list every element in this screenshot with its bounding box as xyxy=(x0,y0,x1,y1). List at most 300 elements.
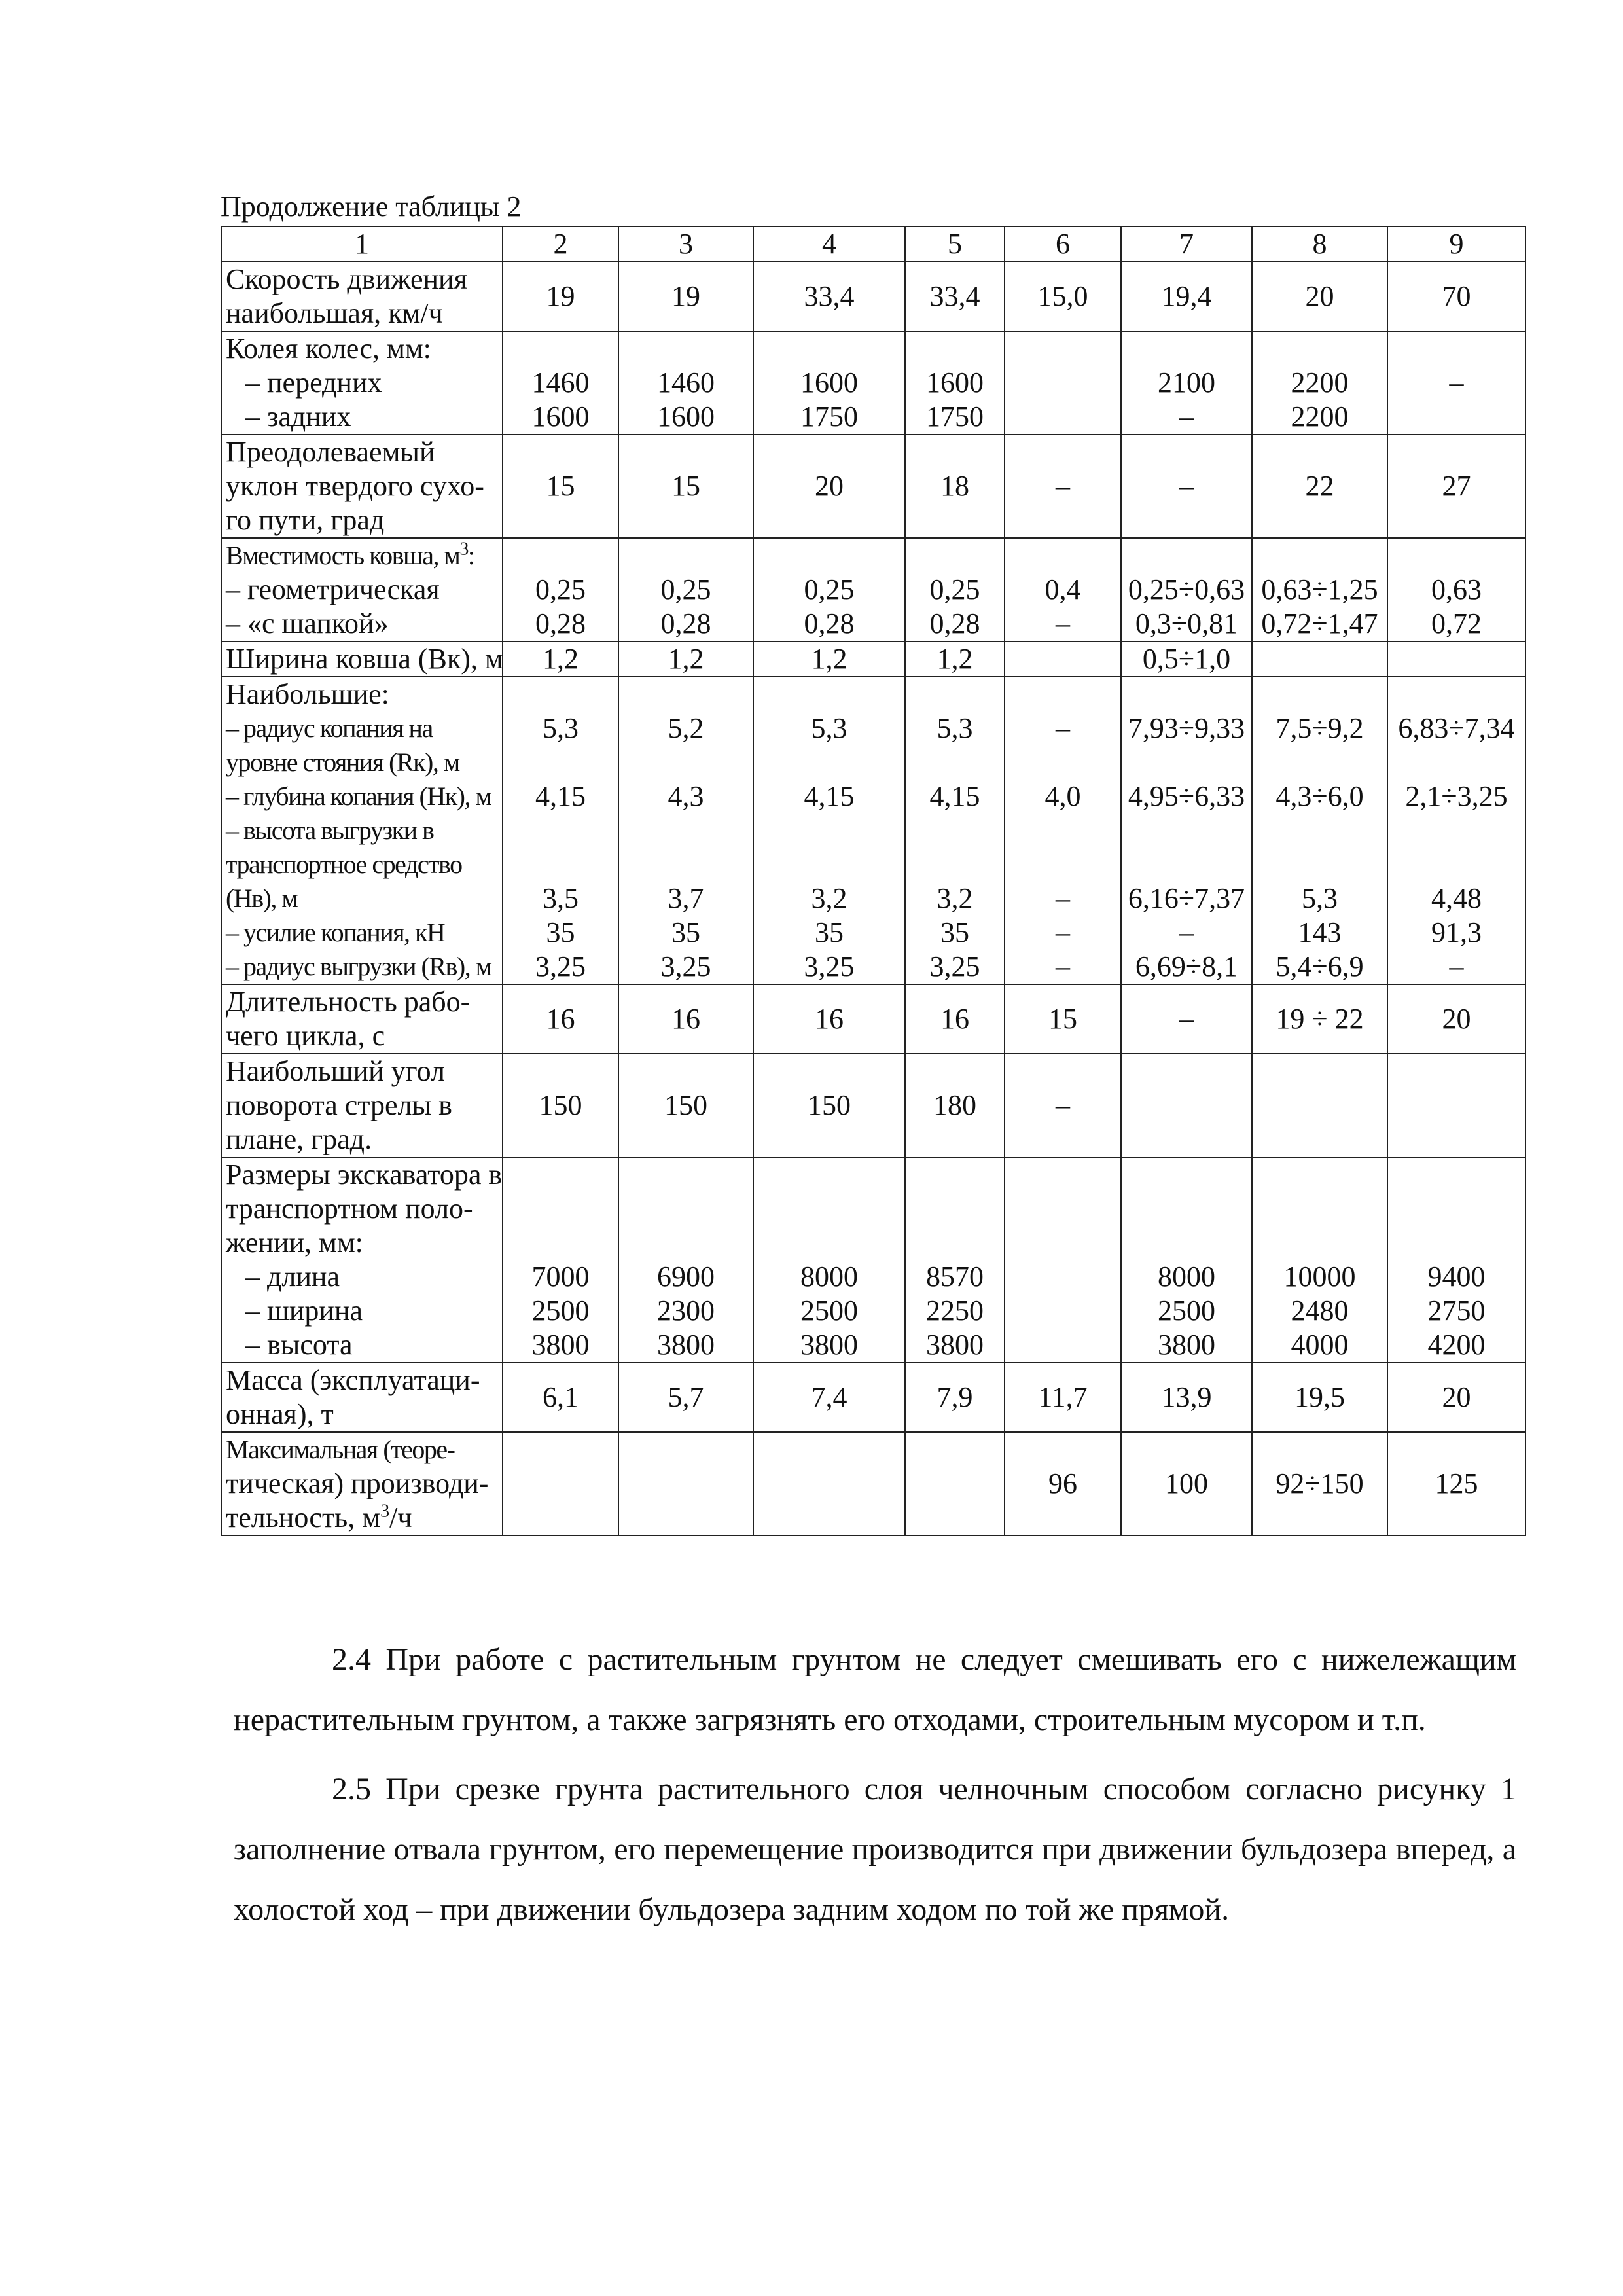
value-cell xyxy=(618,262,753,331)
cell-value: 2200 xyxy=(1291,367,1349,399)
param-tail: /ч xyxy=(389,1501,412,1534)
cell-value: 3800 xyxy=(531,1329,590,1361)
cell-value: 6,69÷8,1 xyxy=(1135,950,1238,982)
param-text: жении, мм: xyxy=(226,1227,363,1259)
value-cell xyxy=(1387,538,1525,641)
value-cell xyxy=(1387,1363,1525,1432)
value-cell xyxy=(905,538,1005,641)
cell-value xyxy=(754,332,904,366)
value-cell xyxy=(1387,1157,1525,1363)
cell-value xyxy=(1253,332,1387,366)
cell-value: 150 xyxy=(664,1089,707,1121)
cell-value: 7,4 xyxy=(811,1381,847,1413)
value-cell xyxy=(753,984,905,1054)
table-row xyxy=(221,1054,1525,1157)
param-cell xyxy=(221,984,503,1054)
cell-value: 5,4÷6,9 xyxy=(1275,950,1364,982)
header-cell: 3 xyxy=(618,226,753,262)
value-cell xyxy=(1121,641,1252,677)
header-cell: 7 xyxy=(1121,226,1252,262)
value-cell xyxy=(753,641,905,677)
cell-value: 4,95÷6,33 xyxy=(1128,780,1245,812)
cell-value: 7000 xyxy=(531,1261,590,1293)
cell-value: 1750 xyxy=(926,401,984,433)
param-line xyxy=(226,366,502,400)
cell-value: 10000 xyxy=(1283,1261,1356,1293)
cell-value: 180 xyxy=(933,1089,976,1121)
cell-value: 0,5÷1,0 xyxy=(1142,643,1231,675)
cell-value xyxy=(1388,677,1525,711)
value-cell xyxy=(1387,1054,1525,1157)
cell-value: 3800 xyxy=(926,1329,984,1361)
cell-value xyxy=(503,1158,618,1192)
cell-value: 5,3 xyxy=(936,712,973,744)
cell-value: 18 xyxy=(940,470,969,502)
header-cell: 2 xyxy=(503,226,618,262)
cell-value: 4,48 xyxy=(1431,882,1482,914)
param-line xyxy=(226,296,502,331)
cell-value xyxy=(906,332,1004,366)
cell-value: – xyxy=(1179,401,1194,433)
value-cell xyxy=(753,1157,905,1363)
param-text: тическая) производи- xyxy=(226,1467,489,1499)
cell-value: 27 xyxy=(1442,470,1471,502)
cell-value xyxy=(754,539,904,573)
param-text: поворота стрелы в xyxy=(226,1089,452,1121)
cell-value: – xyxy=(1449,367,1464,399)
cell-value: 20 xyxy=(1442,1381,1471,1413)
cell-value: 0,28 xyxy=(660,607,711,639)
param-text: го пути, град xyxy=(226,504,385,536)
value-cell xyxy=(905,1363,1005,1432)
cell-value: 15 xyxy=(671,470,700,502)
cell-value xyxy=(1122,332,1251,366)
cell-value xyxy=(1122,848,1251,882)
cell-value: – xyxy=(1056,607,1070,639)
value-cell xyxy=(503,984,618,1054)
cell-value: 2500 xyxy=(800,1295,858,1327)
cell-value: 8000 xyxy=(800,1261,858,1293)
cell-value xyxy=(1388,745,1525,780)
param-text: транспортное средство xyxy=(226,850,462,879)
cell-value xyxy=(906,677,1004,711)
excavator-specs-table xyxy=(221,226,1526,1536)
value-cell xyxy=(1387,641,1525,677)
param-line xyxy=(226,539,502,573)
value-cell xyxy=(753,262,905,331)
cell-value: – xyxy=(1056,950,1070,982)
cell-value: 1,2 xyxy=(936,643,973,675)
param-line xyxy=(226,1054,502,1088)
value-cell xyxy=(618,677,753,984)
param-cell xyxy=(221,262,503,331)
param-line xyxy=(226,882,502,916)
param-line xyxy=(226,950,502,984)
cell-value: 16 xyxy=(671,1003,700,1035)
table-row xyxy=(221,984,1525,1054)
cell-value: 7,5÷9,2 xyxy=(1275,712,1364,744)
cell-value: 4000 xyxy=(1291,1329,1349,1361)
table-row xyxy=(221,435,1525,538)
param-line xyxy=(226,1192,502,1226)
value-cell xyxy=(753,1054,905,1157)
param-text: – передних xyxy=(245,367,382,399)
body-text xyxy=(234,1630,1516,1940)
param-cell xyxy=(221,641,503,677)
param-line xyxy=(226,780,502,814)
cell-value: 150 xyxy=(539,1089,582,1121)
param-line xyxy=(226,1433,502,1467)
cell-value: 1460 xyxy=(657,367,715,399)
param-text: – ширина xyxy=(245,1295,363,1327)
cell-value: 33,4 xyxy=(804,280,855,312)
cell-value: 3,2 xyxy=(811,882,847,914)
value-cell xyxy=(1121,538,1252,641)
cell-value xyxy=(1005,1226,1120,1260)
value-cell xyxy=(1387,1432,1525,1535)
cell-value xyxy=(1388,1192,1525,1226)
cell-value xyxy=(1005,745,1120,780)
cell-value: 16 xyxy=(815,1003,844,1035)
cell-value: 7,9 xyxy=(936,1381,973,1413)
param-text: – высота xyxy=(245,1329,353,1361)
value-cell xyxy=(905,262,1005,331)
cell-value: 16 xyxy=(940,1003,969,1035)
cell-value: 1,2 xyxy=(811,643,847,675)
cell-value: 22 xyxy=(1305,470,1334,502)
cell-value: 0,4 xyxy=(1044,573,1081,605)
cell-value: 3,25 xyxy=(929,950,980,982)
cell-value xyxy=(1388,400,1525,434)
param-line xyxy=(226,642,502,676)
cell-value: 9400 xyxy=(1427,1261,1486,1293)
cell-value xyxy=(1122,1226,1251,1260)
value-cell xyxy=(1121,1363,1252,1432)
cell-value: 2,1÷3,25 xyxy=(1405,780,1508,812)
cell-value: 35 xyxy=(815,916,844,948)
param-line xyxy=(226,1397,502,1431)
value-cell xyxy=(905,641,1005,677)
cell-value xyxy=(1122,1192,1251,1226)
cell-value xyxy=(906,848,1004,882)
param-text: (Нв), м xyxy=(226,884,298,913)
param-line xyxy=(226,1363,502,1397)
cell-value xyxy=(906,1192,1004,1226)
cell-value xyxy=(619,1467,753,1501)
value-cell xyxy=(1005,331,1121,435)
cell-value xyxy=(906,1226,1004,1260)
cell-value: 91,3 xyxy=(1431,916,1482,948)
cell-value xyxy=(619,1192,753,1226)
cell-value xyxy=(503,677,618,711)
value-cell xyxy=(1121,984,1252,1054)
value-cell xyxy=(1252,435,1387,538)
value-cell xyxy=(503,1432,618,1535)
cell-value: 1,2 xyxy=(668,643,704,675)
param-text: Максимальная (теоре- xyxy=(226,1435,455,1464)
param-cell xyxy=(221,331,503,435)
param-line xyxy=(226,1501,502,1535)
value-cell xyxy=(753,1432,905,1535)
cell-value xyxy=(619,814,753,848)
value-cell xyxy=(1005,984,1121,1054)
value-cell xyxy=(618,984,753,1054)
cell-value: 2100 xyxy=(1158,367,1215,399)
cell-value: 70 xyxy=(1442,280,1471,312)
cell-value: 15 xyxy=(546,470,575,502)
table-row xyxy=(221,538,1525,641)
param-text: – длина xyxy=(245,1261,340,1293)
cell-value xyxy=(1388,1226,1525,1260)
cell-value xyxy=(754,1192,904,1226)
header-cell: 8 xyxy=(1252,226,1387,262)
cell-value: 8570 xyxy=(926,1261,984,1293)
param-text: плане, град. xyxy=(226,1123,372,1155)
cell-value: – xyxy=(1056,470,1070,502)
param-line xyxy=(226,745,502,780)
param-line xyxy=(226,607,502,641)
param-cell xyxy=(221,538,503,641)
value-cell xyxy=(1005,677,1121,984)
value-cell xyxy=(1005,1157,1121,1363)
cell-value xyxy=(1388,1158,1525,1192)
table-row xyxy=(221,262,1525,331)
param-text: – радиус копания на xyxy=(226,713,433,743)
param-line xyxy=(226,985,502,1019)
value-cell xyxy=(618,641,753,677)
cell-value: 20 xyxy=(1442,1003,1471,1035)
cell-value: 92÷150 xyxy=(1275,1467,1364,1499)
param-text: Длительность рабо- xyxy=(226,986,471,1018)
cell-value: 8000 xyxy=(1158,1261,1215,1293)
value-cell xyxy=(905,677,1005,984)
cell-value: 4,15 xyxy=(929,780,980,812)
param-cell xyxy=(221,677,503,984)
cell-value: 0,25÷0,63 xyxy=(1128,573,1245,605)
param-line xyxy=(226,814,502,848)
value-cell xyxy=(618,435,753,538)
value-cell xyxy=(1005,641,1121,677)
cell-value: 0,25 xyxy=(929,573,980,605)
cell-value: 0,72 xyxy=(1431,607,1482,639)
cell-value xyxy=(1253,1088,1387,1122)
cell-value xyxy=(619,1158,753,1192)
cell-value xyxy=(619,745,753,780)
param-line xyxy=(226,1122,502,1157)
cell-value: 20 xyxy=(1305,280,1334,312)
value-cell xyxy=(753,1363,905,1432)
cell-value: – xyxy=(1449,950,1464,982)
table-header-row xyxy=(221,226,1525,262)
param-line xyxy=(226,677,502,711)
value-cell xyxy=(618,1432,753,1535)
cell-value xyxy=(1388,848,1525,882)
cell-value xyxy=(1253,1192,1387,1226)
cell-value xyxy=(1253,642,1387,676)
value-cell xyxy=(503,538,618,641)
cell-value xyxy=(1005,1158,1120,1192)
cell-value xyxy=(503,332,618,366)
cell-value xyxy=(619,1226,753,1260)
cell-value: – xyxy=(1056,1089,1070,1121)
param-cell xyxy=(221,1054,503,1157)
cell-value xyxy=(1388,814,1525,848)
param-line xyxy=(226,1328,502,1362)
table-row xyxy=(221,1432,1525,1535)
value-cell xyxy=(1387,331,1525,435)
value-cell xyxy=(753,331,905,435)
cell-value: – xyxy=(1179,470,1194,502)
cell-value: 0,28 xyxy=(804,607,855,639)
cell-value: 3,2 xyxy=(936,882,973,914)
param-line xyxy=(226,916,502,950)
cell-value: 2300 xyxy=(657,1295,715,1327)
header-cell: 1 xyxy=(221,226,503,262)
value-cell xyxy=(1005,538,1121,641)
cell-value xyxy=(1122,539,1251,573)
cell-value: 19 xyxy=(546,280,575,312)
cell-value: 13,9 xyxy=(1161,1381,1212,1413)
value-cell xyxy=(503,435,618,538)
cell-value xyxy=(1388,642,1525,676)
cell-value: 4200 xyxy=(1427,1329,1486,1361)
cell-value: 19 ÷ 22 xyxy=(1275,1003,1364,1035)
value-cell xyxy=(905,1157,1005,1363)
param-text: Преодолеваемый xyxy=(226,436,435,468)
cell-value: 5,3 xyxy=(811,712,847,744)
cell-value xyxy=(754,814,904,848)
table-caption: Продолжение таблицы 2 xyxy=(221,190,522,223)
value-cell xyxy=(1121,262,1252,331)
value-cell xyxy=(1005,1054,1121,1157)
cell-value xyxy=(754,1226,904,1260)
cell-value xyxy=(906,745,1004,780)
cell-value: 0,25 xyxy=(660,573,711,605)
value-cell xyxy=(1252,1054,1387,1157)
cell-value: 11,7 xyxy=(1038,1381,1088,1413)
cell-value xyxy=(503,745,618,780)
value-cell xyxy=(1387,984,1525,1054)
cell-value: 5,7 xyxy=(668,1381,704,1413)
cell-value: – xyxy=(1056,712,1070,744)
param-text: Колея колес, мм: xyxy=(226,332,431,365)
cell-value: 0,28 xyxy=(535,607,586,639)
cell-value xyxy=(1005,814,1120,848)
param-line xyxy=(226,332,502,366)
param-text: Вместимость ковша, м xyxy=(226,541,460,570)
cell-value: 3,25 xyxy=(804,950,855,982)
cell-value: 0,25 xyxy=(804,573,855,605)
cell-value: 4,3÷6,0 xyxy=(1275,780,1364,812)
cell-value xyxy=(906,1467,1004,1501)
cell-value: 15 xyxy=(1048,1003,1077,1035)
cell-value xyxy=(906,814,1004,848)
cell-value: 33,4 xyxy=(929,280,980,312)
param-line xyxy=(226,469,502,503)
value-cell xyxy=(1121,435,1252,538)
cell-value: 4,15 xyxy=(804,780,855,812)
cell-value xyxy=(1388,1088,1525,1122)
value-cell xyxy=(905,984,1005,1054)
value-cell xyxy=(503,1363,618,1432)
cell-value xyxy=(754,1158,904,1192)
cell-value: – xyxy=(1179,916,1194,948)
value-cell xyxy=(1121,677,1252,984)
cell-value: 1600 xyxy=(800,367,858,399)
value-cell xyxy=(503,331,618,435)
cell-value: 6900 xyxy=(657,1261,715,1293)
param-text: Ширина ковша (Вк), м xyxy=(226,643,503,675)
param-text: – усилие копания, кН xyxy=(226,918,445,947)
paragraph-2-4: 2.4 При работе с растительным грунтом не следует смешивать его с нижележащим нерастительным грунтом, а также загрязнять его отходами, строительным мусором и т.п. xyxy=(234,1642,1516,1737)
cell-value: 6,1 xyxy=(543,1381,579,1413)
cell-value: 16 xyxy=(546,1003,575,1035)
cell-value: 0,72÷1,47 xyxy=(1261,607,1378,639)
cell-value: 0,25 xyxy=(535,573,586,605)
superscript: 3 xyxy=(459,539,468,560)
cell-value xyxy=(1122,745,1251,780)
cell-value: 35 xyxy=(940,916,969,948)
cell-value xyxy=(1005,677,1120,711)
cell-value xyxy=(754,848,904,882)
param-line xyxy=(226,711,502,745)
value-cell xyxy=(1252,1363,1387,1432)
cell-value: 125 xyxy=(1435,1467,1478,1499)
value-cell xyxy=(1387,262,1525,331)
cell-value xyxy=(754,1467,904,1501)
value-cell xyxy=(1252,641,1387,677)
table-row xyxy=(221,331,1525,435)
param-text: – радиус выгрузки (Rв), м xyxy=(226,952,491,981)
cell-value xyxy=(503,1467,618,1501)
cell-value xyxy=(619,677,753,711)
cell-value: 1600 xyxy=(657,401,715,433)
cell-value: 20 xyxy=(815,470,844,502)
param-line xyxy=(226,1294,502,1328)
param-line xyxy=(226,573,502,607)
param-line xyxy=(226,435,502,469)
param-line xyxy=(226,1260,502,1294)
cell-value: 19,5 xyxy=(1294,1381,1345,1413)
cell-value xyxy=(1005,366,1120,400)
value-cell xyxy=(618,1054,753,1157)
cell-value xyxy=(503,1226,618,1260)
header-cell: 6 xyxy=(1005,226,1121,262)
cell-value xyxy=(906,539,1004,573)
value-cell xyxy=(618,331,753,435)
cell-value: 19,4 xyxy=(1161,280,1212,312)
value-cell xyxy=(618,1363,753,1432)
cell-value xyxy=(619,332,753,366)
cell-value xyxy=(503,848,618,882)
cell-value xyxy=(1388,332,1525,366)
cell-value: 6,16÷7,37 xyxy=(1128,882,1245,914)
cell-value: 6,83÷7,34 xyxy=(1398,712,1515,744)
cell-value: 3,25 xyxy=(660,950,711,982)
param-text: тельность, м xyxy=(226,1501,381,1534)
value-cell xyxy=(1121,1054,1252,1157)
cell-value: – xyxy=(1056,916,1070,948)
param-tail: : xyxy=(467,541,474,570)
param-text: транспортном поло- xyxy=(226,1193,473,1225)
value-cell xyxy=(503,1157,618,1363)
param-text: – «с шапкой» xyxy=(226,607,389,639)
cell-value: 7,93÷9,33 xyxy=(1128,712,1245,744)
param-line xyxy=(226,1158,502,1192)
cell-value xyxy=(1253,539,1387,573)
param-line xyxy=(226,1088,502,1122)
cell-value: 2250 xyxy=(926,1295,984,1327)
